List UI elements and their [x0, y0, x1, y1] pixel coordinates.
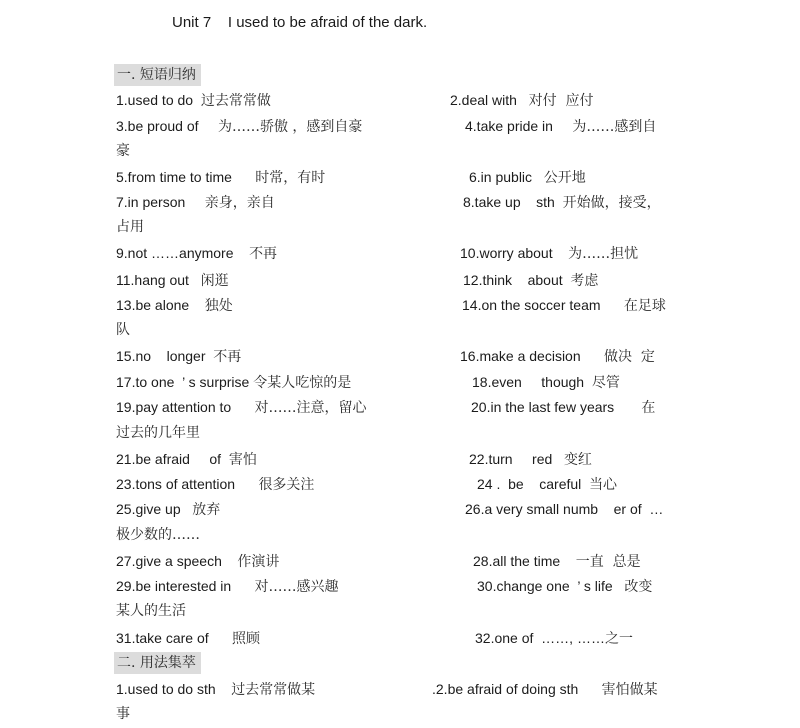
- phrase-chinese: 作演讲: [237, 554, 280, 570]
- phrase-chinese: 亲身，亲自: [204, 195, 275, 211]
- phrase-chinese: 闲逛: [200, 273, 229, 289]
- phrase-english: 24 . be careful: [477, 476, 590, 492]
- phrase-english: 20.in the last few years: [471, 399, 642, 415]
- phrase-english: 1.used to do: [116, 92, 197, 108]
- phrase-english: 9.not ……anymore: [116, 245, 250, 261]
- phrase-item: [450, 90, 594, 111]
- usage-chinese: 过去常常做某: [231, 682, 316, 698]
- phrase-item: [472, 372, 620, 393]
- phrase-item: [463, 192, 661, 213]
- phrase-english: 15.no longer: [116, 348, 214, 364]
- phrase-chinese: 对付 应付: [528, 93, 594, 109]
- phrase-item: [465, 116, 656, 137]
- phrase-chinese: 害怕: [228, 452, 257, 468]
- phrase-item: [469, 449, 592, 470]
- cropped-header-remnant: [260, 0, 430, 3]
- phrase-chinese: 在: [641, 400, 656, 416]
- phrase-chinese: 公开地: [543, 170, 586, 186]
- phrase-item: [116, 167, 325, 188]
- usage-item: [116, 679, 315, 700]
- phrase-english: 32.one of ……, ……: [475, 630, 605, 646]
- phrase-english: 16.make a decision: [460, 348, 604, 364]
- phrase-chinese: 过去常常做: [200, 93, 271, 109]
- phrase-chinese: 考虑: [570, 273, 599, 289]
- phrase-english: 19.pay attention to: [116, 399, 255, 415]
- usage-item: [432, 679, 658, 700]
- page-title: Unit 7 I used to be afraid of the dark.: [172, 14, 428, 31]
- phrase-chinese: 不再: [249, 246, 278, 262]
- section-header-usage: 二. 用法集萃: [114, 652, 201, 674]
- phrase-continuation: 过去的几年里: [116, 425, 200, 441]
- phrase-chinese: 为……感到自: [572, 119, 657, 135]
- phrase-chinese: 做决 定: [603, 349, 655, 365]
- phrase-chinese: 不再: [213, 349, 242, 365]
- phrase-item: [116, 90, 271, 111]
- phrase-item: [473, 551, 641, 572]
- phrase-item: [116, 295, 233, 316]
- phrase-english: 12.think about: [463, 272, 571, 288]
- phrase-item: [116, 116, 362, 137]
- phrase-english: 25.give up: [116, 501, 193, 517]
- phrase-chinese: 放弃: [192, 502, 221, 518]
- phrase-item: [116, 270, 229, 291]
- phrase-chinese: 在足球: [623, 298, 666, 314]
- phrase-english: 28.all the time: [473, 553, 576, 569]
- phrase-chinese: 时常，有时: [255, 170, 326, 186]
- usage-chinese: 害怕做某: [601, 682, 658, 698]
- phrase-chinese: 令某人吃惊的是: [253, 375, 352, 391]
- phrase-chinese: 对……感兴趣: [254, 579, 339, 595]
- phrase-item: [116, 243, 277, 264]
- phrase-chinese: 变红: [563, 452, 592, 468]
- phrase-english: 14.on the soccer team: [462, 297, 624, 313]
- phrase-continuation: 队: [116, 322, 130, 338]
- phrase-english: 21.be afraid of: [116, 451, 229, 467]
- phrase-continuation: 占用: [116, 219, 144, 235]
- phrase-english: 3.be proud of: [116, 118, 218, 134]
- phrase-item: [116, 551, 279, 572]
- phrase-english: 5.from time to time: [116, 169, 256, 185]
- phrase-english: 10.worry about: [460, 245, 569, 261]
- phrase-chinese: 开始做，接受，: [562, 195, 661, 211]
- phrase-chinese: 当心: [589, 477, 618, 493]
- phrase-continuation: 某人的生活: [116, 603, 186, 619]
- phrase-item: [116, 372, 351, 393]
- phrase-item: [116, 474, 314, 495]
- phrase-item: [116, 628, 260, 649]
- phrase-item: [475, 628, 633, 649]
- phrase-item: [116, 449, 257, 470]
- phrase-item: [462, 295, 666, 316]
- phrase-item: [116, 397, 367, 418]
- usage-continuation: 事: [116, 706, 130, 722]
- phrase-item: [116, 346, 241, 367]
- phrase-english: 22.turn red: [469, 451, 564, 467]
- phrase-item: [469, 167, 586, 188]
- phrase-continuation: 豪: [116, 143, 130, 159]
- phrase-chinese: 很多关注: [258, 477, 315, 493]
- phrase-item: [116, 192, 275, 213]
- phrase-chinese: 对……注意，留心: [254, 400, 367, 416]
- phrase-english: 17.to one ’ s surprise: [116, 374, 254, 390]
- phrase-item: [460, 346, 655, 367]
- phrase-english: 11.hang out: [116, 272, 201, 288]
- phrase-english: 8.take up sth: [463, 194, 563, 210]
- phrase-item: [460, 243, 638, 264]
- phrase-english: 2.deal with: [450, 92, 529, 108]
- phrase-english: 29.be interested in: [116, 578, 255, 594]
- phrase-chinese: 改变: [624, 579, 653, 595]
- phrase-item: [471, 397, 655, 418]
- phrase-english: 4.take pride in: [465, 118, 573, 134]
- phrase-item: [477, 474, 617, 495]
- section-header-phrases: 一. 短语归纳: [114, 64, 201, 86]
- phrase-item: [116, 499, 220, 520]
- phrase-chinese: 之一: [604, 631, 633, 647]
- phrase-chinese: 为……担忧: [568, 246, 639, 262]
- phrase-english: 30.change one ’ s life: [477, 578, 625, 594]
- usage-english: 1.used to do sth: [116, 681, 232, 697]
- phrase-english: 18.even though: [472, 374, 592, 390]
- phrase-english: 23.tons of attention: [116, 476, 259, 492]
- phrase-english: 26.a very small numb er of …: [465, 501, 664, 517]
- phrase-english: 13.be alone: [116, 297, 205, 313]
- phrase-chinese: 尽管: [591, 375, 620, 391]
- usage-english: .2.be afraid of doing sth: [432, 681, 602, 697]
- phrase-chinese: 一直 总是: [575, 554, 641, 570]
- phrase-chinese: 独处: [204, 298, 233, 314]
- phrase-item: [465, 499, 663, 519]
- phrase-english: 31.take care of: [116, 630, 232, 646]
- phrase-item: [463, 270, 598, 291]
- phrase-english: 7.in person: [116, 194, 205, 210]
- phrase-item: [116, 576, 339, 597]
- phrase-chinese: 为……骄傲 ，感到自豪: [217, 119, 363, 135]
- phrase-english: 27.give a speech: [116, 553, 238, 569]
- phrase-chinese: 照顾: [231, 631, 260, 647]
- phrase-item: [477, 576, 652, 597]
- phrase-english: 6.in public: [469, 169, 544, 185]
- phrase-continuation: 极少数的……: [116, 527, 200, 543]
